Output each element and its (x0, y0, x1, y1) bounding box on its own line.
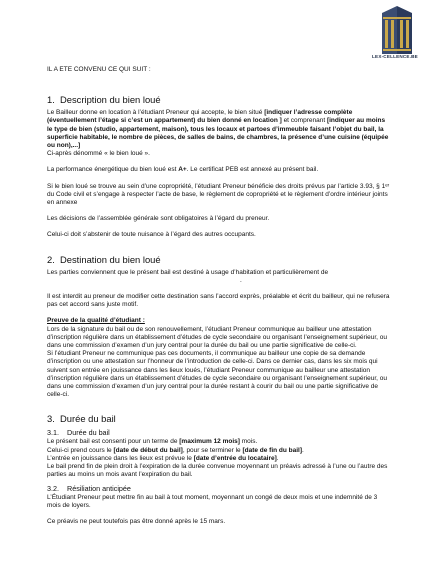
section-title: Description du bien loué (60, 94, 161, 106)
text: Le bail prend fin de plein droit à l’expiration de la durée convenue moyennant un préavis adressé à l’une ou l’autre des parties au moins un mois avant l’expiration du bail. (47, 463, 388, 479)
placeholder-text: [indiquer l’adresse complète (éventuellement l’étage si c’est un appartement) du bien donné en location ] (47, 109, 353, 125)
paragraph: Il est interdit au preneur de modifier cette destination sans l’accord exprès, préalable et écrit du bailleur, qui ne refusera pas cet accord sans juste motif. (47, 293, 390, 309)
subsection-3-1-heading (47, 428, 390, 437)
peb-rating: A+ (178, 166, 187, 174)
placeholder-text: [date de début du bail] (113, 446, 183, 454)
section-number: 2. (47, 253, 55, 265)
paragraph: Si l’étudiant Preneur ne communique pas ces documents, il communique au bailleur une copie de sa demande d’inscription ou une attestation sur l’honneur de l’introduction de celle-ci. Dans ce dernier cas, dans les six mois qui suivent son entrée en jouissance dans les lieux loués, l’étudiant Preneur communique au bailleur une attestation d’inscription régulière dans un établissement d’études de cycle secondaire ou organisant l’enseignement supérieur, ou dans une commission d’examen d’un jury central pour la durée restant à courir du bail ou une partie significative de celle-ci. (47, 350, 388, 399)
section-title: Durée du bail (60, 413, 116, 425)
section-number: 3. (47, 413, 55, 425)
subsection-title: Durée du bail (67, 428, 110, 438)
section-number: 1. (47, 94, 55, 106)
text: . (302, 446, 304, 454)
text: La performance énergétique du bien loué est (47, 166, 179, 174)
text: mois. (239, 438, 258, 446)
text: , pour se terminer le (182, 446, 243, 454)
subsection-3-2-heading (47, 484, 390, 493)
paragraph: Si le bien loué se trouve au sein d’une copropriété, l’étudiant Preneur bénéficie des droits prévus par l’article 3.93, § 1ᵉʳ du Code civil et s’engage à respecter l’acte de base, le règlement de copropriété et le règlement d’ordre intérieur joints en annexe (47, 182, 390, 207)
subheading: Preuve de la qualité d’étudiant : (47, 317, 145, 325)
paragraph (47, 438, 390, 479)
placeholder-text: [indiquer au moins le type de bien (studio, appartement, maison), tous les locaux et partoes d’immeuble faisant l’objet du bail, la superficie habitable, le nombre de pièces, de salles de bains, de chambres, la présence d’une cuisine (équipée ou non),...] (47, 117, 389, 150)
section-1-heading (47, 94, 390, 105)
placeholder-text: [date d’entrée du locataire] (193, 454, 277, 462)
paragraph: L’Étudiant Preneur peut mettre fin au bail à tout moment, moyennant un congé de deux mois et une indemnité de 3 mois de loyers. (47, 493, 378, 509)
text: Le présent bail est consenti pour un terme de (47, 438, 180, 446)
text: et comprenant (281, 117, 327, 125)
subsection-number: 3.1. (47, 428, 59, 438)
text: Le Bailleur donne en location à l’étudiant Preneur qui accepte, le bien situé (47, 109, 265, 117)
text: . (276, 454, 279, 462)
section-title: Destination du bien loué (60, 253, 161, 265)
paragraph: Ce préavis ne peut toutefois pas être donné après le 15 mars. (47, 517, 226, 525)
paragraph: Lors de la signature du bail ou de son renouvellement, l’étudiant Preneur communique au bailleur une attestation d’inscription régulière dans un établissement d’études de cycle secondaire ou organisant l’enseignement supérieur, ou dans une commission d’examen d’un jury central pour la durée du bail ou une partie significative de celle-ci. (47, 325, 388, 350)
text: L’entrée en jouissance dans les lieux est prévue le (47, 454, 194, 462)
text: . Le certificat PEB est annexé au présent bail. (186, 166, 319, 174)
section-2-heading (47, 254, 390, 265)
text: Celui-ci prend cours le (47, 446, 114, 454)
intro-line: IL A ETE CONVENU CE QUI SUIT : (47, 66, 151, 73)
paragraph: Les décisions de l’assemblée générale sont obligatoires à l’égard du preneur. (47, 215, 270, 223)
text: Ci-après dénommé « le bien loué ». (47, 150, 150, 158)
document-body (47, 66, 390, 526)
paragraph (47, 109, 390, 158)
subsection-number: 3.2. (47, 483, 59, 493)
section-3-heading (47, 413, 390, 424)
paragraph: . (240, 276, 242, 284)
paragraph: Les parties conviennent que le présent bail est destiné à usage d’habitation et particulièrement de (47, 268, 329, 276)
subsection-title: Résiliation anticipée (67, 483, 131, 493)
placeholder-text: [maximum 12 mois] (179, 438, 240, 446)
placeholder-text: [date de fin du bail] (242, 446, 303, 454)
paragraph: Celui-ci doit s’abstenir de toute nuisance à l’égard des autres occupants. (47, 231, 256, 239)
paragraph (47, 166, 390, 174)
logo-caption: LEX-CELLENCE.BE (372, 54, 418, 59)
